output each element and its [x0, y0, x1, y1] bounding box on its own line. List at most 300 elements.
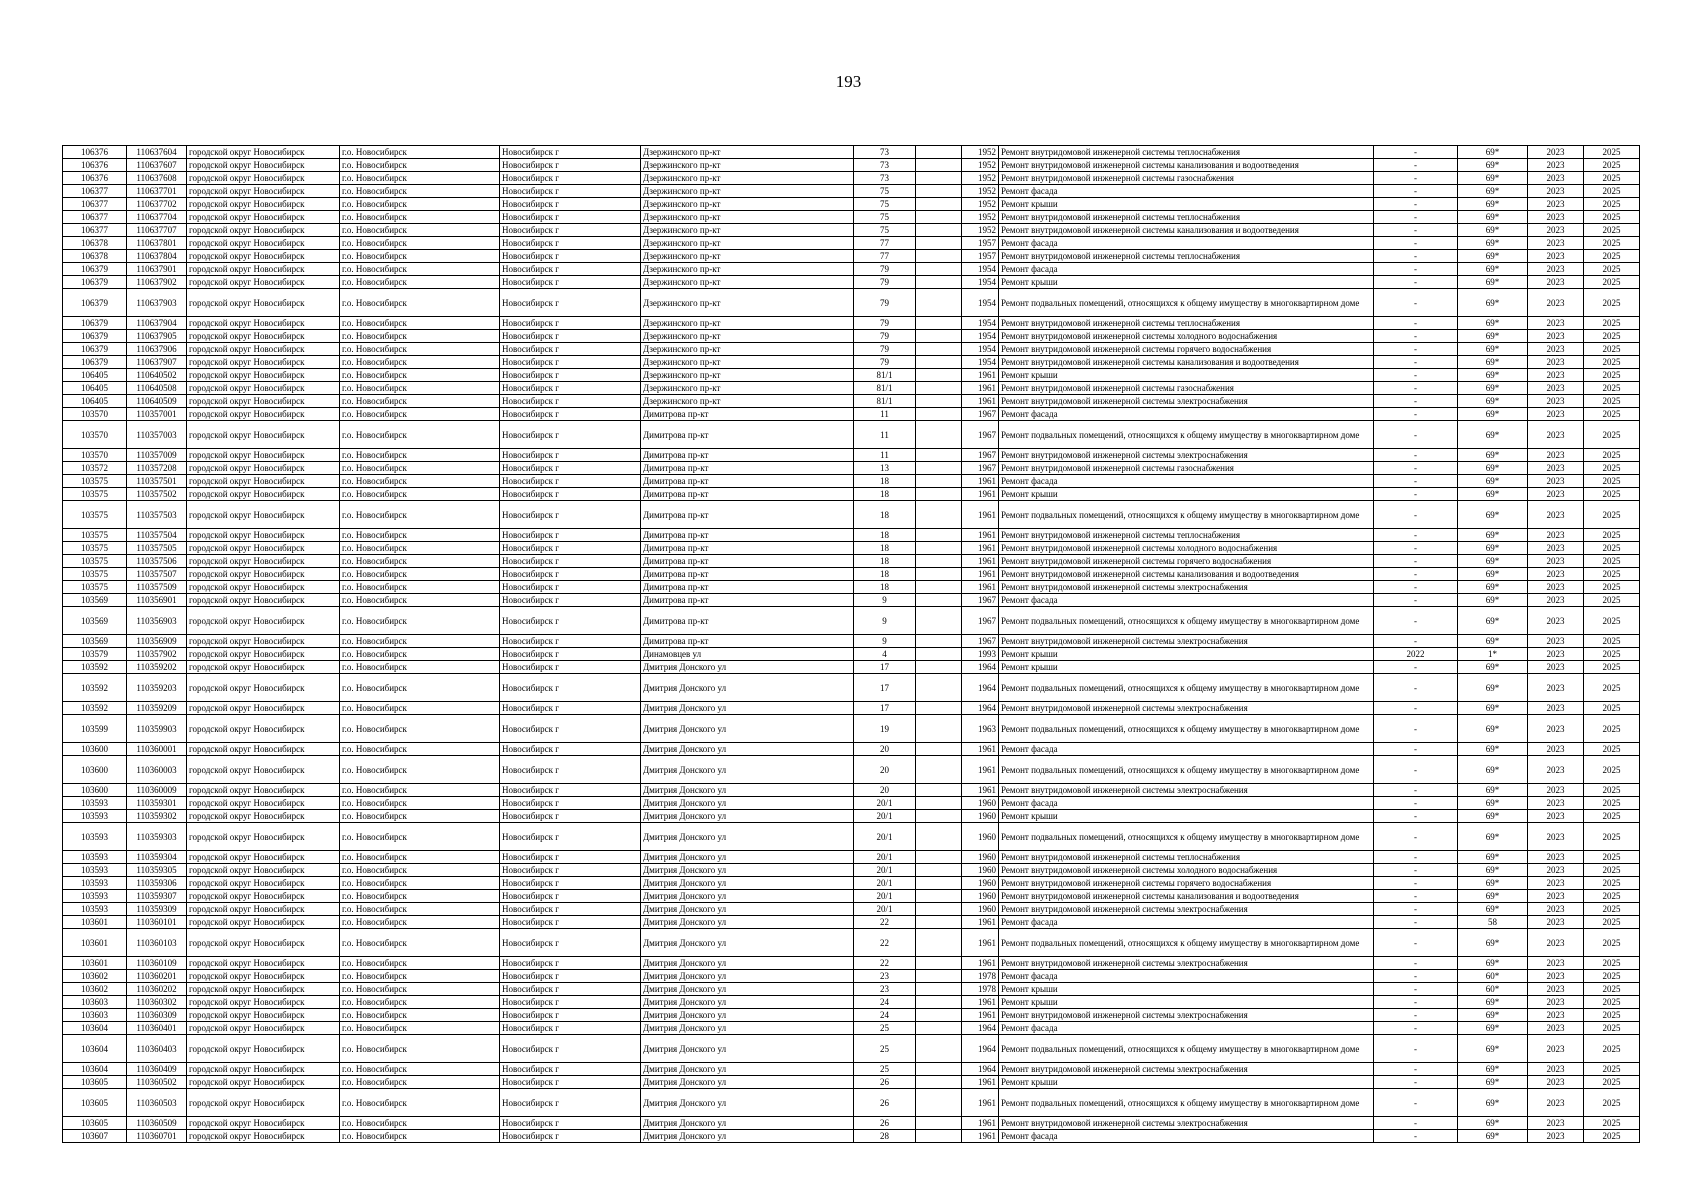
house-number-cell: 28 — [854, 1130, 916, 1143]
municipality-cell: городской округ Новосибирск — [187, 1063, 340, 1076]
locality-cell: Новосибирск г — [500, 382, 641, 395]
table-row — [63, 929, 1640, 957]
wear-percent-cell: 69* — [1458, 890, 1528, 903]
table-row — [63, 983, 1640, 996]
plan-start-cell: 2023 — [1528, 929, 1584, 957]
plan-start-cell: 2023 — [1528, 289, 1584, 317]
work-id-cell: 110356909 — [127, 635, 187, 648]
locality-cell: Новосибирск г — [500, 797, 641, 810]
table-row — [63, 903, 1640, 916]
work-type-cell: Ремонт фасада — [999, 263, 1374, 276]
table-row — [63, 421, 1640, 449]
wear-percent-cell: 69* — [1458, 369, 1528, 382]
house-number-cell: 81/1 — [854, 369, 916, 382]
plan-end-cell: 2025 — [1584, 330, 1640, 343]
plan-end-cell: 2025 — [1584, 797, 1640, 810]
wear-percent-cell: 69* — [1458, 674, 1528, 702]
table-row — [63, 159, 1640, 172]
locality-cell: Новосибирск г — [500, 996, 641, 1009]
plan-end-cell: 2025 — [1584, 395, 1640, 408]
plan-start-cell: 2023 — [1528, 851, 1584, 864]
wear-percent-cell: 69* — [1458, 743, 1528, 756]
year-built-cell: 1952 — [962, 185, 999, 198]
prev-repair-year-cell: - — [1374, 1117, 1458, 1130]
plan-end-cell: 2025 — [1584, 702, 1640, 715]
building-cell — [916, 916, 962, 929]
work-type-cell: Ремонт внутридомовой инженерной системы теплоснабжения — [999, 529, 1374, 542]
building-cell — [916, 1076, 962, 1089]
municipality-cell: городской округ Новосибирск — [187, 702, 340, 715]
work-id-cell: 110360201 — [127, 970, 187, 983]
record-id-cell: 103570 — [63, 449, 127, 462]
street-cell: Димитрова пр-кт — [641, 635, 854, 648]
street-cell: Дмитрия Донского ул — [641, 1130, 854, 1143]
table-row — [63, 702, 1640, 715]
district-cell: г.о. Новосибирск — [340, 185, 500, 198]
work-id-cell: 110357505 — [127, 542, 187, 555]
building-cell — [916, 542, 962, 555]
house-number-cell: 18 — [854, 475, 916, 488]
locality-cell: Новосибирск г — [500, 343, 641, 356]
district-cell: г.о. Новосибирск — [340, 289, 500, 317]
locality-cell: Новосибирск г — [500, 674, 641, 702]
district-cell: г.о. Новосибирск — [340, 1009, 500, 1022]
plan-start-cell: 2023 — [1528, 743, 1584, 756]
table-row — [63, 289, 1640, 317]
wear-percent-cell: 69* — [1458, 263, 1528, 276]
work-id-cell: 110357009 — [127, 449, 187, 462]
work-id-cell: 110637702 — [127, 198, 187, 211]
work-id-cell: 110637804 — [127, 250, 187, 263]
plan-end-cell: 2025 — [1584, 1117, 1640, 1130]
locality-cell: Новосибирск г — [500, 864, 641, 877]
prev-repair-year-cell: - — [1374, 449, 1458, 462]
building-cell — [916, 929, 962, 957]
district-cell: г.о. Новосибирск — [340, 488, 500, 501]
prev-repair-year-cell: - — [1374, 1035, 1458, 1063]
locality-cell: Новосибирск г — [500, 542, 641, 555]
locality-cell: Новосибирск г — [500, 702, 641, 715]
record-id-cell: 106378 — [63, 237, 127, 250]
year-built-cell: 1961 — [962, 1130, 999, 1143]
municipality-cell: городской округ Новосибирск — [187, 237, 340, 250]
locality-cell: Новосибирск г — [500, 462, 641, 475]
building-cell — [916, 568, 962, 581]
prev-repair-year-cell: - — [1374, 172, 1458, 185]
prev-repair-year-cell: - — [1374, 343, 1458, 356]
house-number-cell: 17 — [854, 661, 916, 674]
work-id-cell: 110357502 — [127, 488, 187, 501]
table-row — [63, 1076, 1640, 1089]
table-row — [63, 146, 1640, 159]
record-id-cell: 103604 — [63, 1063, 127, 1076]
street-cell: Дзержинского пр-кт — [641, 250, 854, 263]
plan-start-cell: 2023 — [1528, 488, 1584, 501]
work-id-cell: 110357902 — [127, 648, 187, 661]
building-cell — [916, 581, 962, 594]
wear-percent-cell: 69* — [1458, 343, 1528, 356]
prev-repair-year-cell: - — [1374, 146, 1458, 159]
work-id-cell: 110637801 — [127, 237, 187, 250]
work-type-cell: Ремонт подвальных помещений, относящихся к общему имуществу в многоквартирном доме — [999, 1089, 1374, 1117]
year-built-cell: 1954 — [962, 263, 999, 276]
record-id-cell: 106377 — [63, 198, 127, 211]
street-cell: Дзержинского пр-кт — [641, 395, 854, 408]
table-row — [63, 276, 1640, 289]
year-built-cell: 1967 — [962, 635, 999, 648]
prev-repair-year-cell: - — [1374, 903, 1458, 916]
record-id-cell: 106405 — [63, 395, 127, 408]
work-type-cell: Ремонт внутридомовой инженерной системы холодного водоснабжения — [999, 542, 1374, 555]
table-row — [63, 851, 1640, 864]
work-type-cell: Ремонт подвальных помещений, относящихся к общему имуществу в многоквартирном доме — [999, 289, 1374, 317]
prev-repair-year-cell: - — [1374, 263, 1458, 276]
prev-repair-year-cell: - — [1374, 823, 1458, 851]
prev-repair-year-cell: - — [1374, 529, 1458, 542]
municipality-cell: городской округ Новосибирск — [187, 369, 340, 382]
plan-end-cell: 2025 — [1584, 1022, 1640, 1035]
plan-start-cell: 2023 — [1528, 970, 1584, 983]
prev-repair-year-cell: 2022 — [1374, 648, 1458, 661]
wear-percent-cell: 69* — [1458, 797, 1528, 810]
record-id-cell: 103601 — [63, 916, 127, 929]
municipality-cell: городской округ Новосибирск — [187, 462, 340, 475]
work-type-cell: Ремонт внутридомовой инженерной системы теплоснабжения — [999, 250, 1374, 263]
prev-repair-year-cell: - — [1374, 594, 1458, 607]
house-number-cell: 22 — [854, 929, 916, 957]
table-row — [63, 1117, 1640, 1130]
district-cell: г.о. Новосибирск — [340, 635, 500, 648]
work-id-cell: 110637607 — [127, 159, 187, 172]
work-id-cell: 110640502 — [127, 369, 187, 382]
work-type-cell: Ремонт внутридомовой инженерной системы канализования и водоотведения — [999, 568, 1374, 581]
plan-start-cell: 2023 — [1528, 555, 1584, 568]
prev-repair-year-cell: - — [1374, 715, 1458, 743]
table-row — [63, 555, 1640, 568]
municipality-cell: городской округ Новосибирск — [187, 449, 340, 462]
municipality-cell: городской округ Новосибирск — [187, 408, 340, 421]
house-number-cell: 20 — [854, 743, 916, 756]
work-type-cell: Ремонт внутридомовой инженерной системы канализования и водоотведения — [999, 159, 1374, 172]
work-type-cell: Ремонт фасада — [999, 185, 1374, 198]
table-row — [63, 784, 1640, 797]
house-number-cell: 4 — [854, 648, 916, 661]
record-id-cell: 103601 — [63, 929, 127, 957]
municipality-cell: городской округ Новосибирск — [187, 501, 340, 529]
house-number-cell: 22 — [854, 957, 916, 970]
locality-cell: Новосибирск г — [500, 851, 641, 864]
municipality-cell: городской округ Новосибирск — [187, 1117, 340, 1130]
wear-percent-cell: 69* — [1458, 877, 1528, 890]
house-number-cell: 18 — [854, 542, 916, 555]
record-id-cell: 106376 — [63, 159, 127, 172]
building-cell — [916, 369, 962, 382]
work-type-cell: Ремонт внутридомовой инженерной системы холодного водоснабжения — [999, 864, 1374, 877]
wear-percent-cell: 69* — [1458, 462, 1528, 475]
building-cell — [916, 983, 962, 996]
street-cell: Дмитрия Донского ул — [641, 810, 854, 823]
record-id-cell: 103569 — [63, 607, 127, 635]
building-cell — [916, 198, 962, 211]
locality-cell: Новосибирск г — [500, 784, 641, 797]
district-cell: г.о. Новосибирск — [340, 568, 500, 581]
work-type-cell: Ремонт внутридомовой инженерной системы газоснабжения — [999, 382, 1374, 395]
building-cell — [916, 661, 962, 674]
house-number-cell: 79 — [854, 330, 916, 343]
locality-cell: Новосибирск г — [500, 1076, 641, 1089]
house-number-cell: 25 — [854, 1035, 916, 1063]
plan-end-cell: 2025 — [1584, 198, 1640, 211]
locality-cell: Новосибирск г — [500, 635, 641, 648]
municipality-cell: городской округ Новосибирск — [187, 996, 340, 1009]
building-cell — [916, 382, 962, 395]
municipality-cell: городской округ Новосибирск — [187, 797, 340, 810]
wear-percent-cell: 69* — [1458, 198, 1528, 211]
table-row — [63, 635, 1640, 648]
locality-cell: Новосибирск г — [500, 594, 641, 607]
street-cell: Дзержинского пр-кт — [641, 198, 854, 211]
building-cell — [916, 635, 962, 648]
locality-cell: Новосибирск г — [500, 661, 641, 674]
prev-repair-year-cell: - — [1374, 289, 1458, 317]
work-id-cell: 110359309 — [127, 903, 187, 916]
wear-percent-cell: 69* — [1458, 250, 1528, 263]
plan-end-cell: 2025 — [1584, 356, 1640, 369]
table-row — [63, 529, 1640, 542]
locality-cell: Новосибирск г — [500, 276, 641, 289]
work-id-cell: 110357509 — [127, 581, 187, 594]
locality-cell: Новосибирск г — [500, 756, 641, 784]
house-number-cell: 75 — [854, 185, 916, 198]
work-id-cell: 110360109 — [127, 957, 187, 970]
locality-cell: Новосибирск г — [500, 475, 641, 488]
municipality-cell: городской округ Новосибирск — [187, 1035, 340, 1063]
work-type-cell: Ремонт внутридомовой инженерной системы газоснабжения — [999, 172, 1374, 185]
district-cell: г.о. Новосибирск — [340, 1130, 500, 1143]
table-row — [63, 581, 1640, 594]
prev-repair-year-cell: - — [1374, 635, 1458, 648]
plan-start-cell: 2023 — [1528, 996, 1584, 1009]
building-cell — [916, 1117, 962, 1130]
wear-percent-cell: 69* — [1458, 1089, 1528, 1117]
district-cell: г.о. Новосибирск — [340, 250, 500, 263]
record-id-cell: 103575 — [63, 555, 127, 568]
record-id-cell: 103570 — [63, 421, 127, 449]
work-id-cell: 110637901 — [127, 263, 187, 276]
street-cell: Димитрова пр-кт — [641, 594, 854, 607]
record-id-cell: 103602 — [63, 970, 127, 983]
prev-repair-year-cell: - — [1374, 916, 1458, 929]
municipality-cell: городской округ Новосибирск — [187, 488, 340, 501]
municipality-cell: городской округ Новосибирск — [187, 146, 340, 159]
table-row — [63, 1035, 1640, 1063]
house-number-cell: 75 — [854, 211, 916, 224]
building-cell — [916, 159, 962, 172]
work-id-cell: 110357003 — [127, 421, 187, 449]
district-cell: г.о. Новосибирск — [340, 449, 500, 462]
street-cell: Дмитрия Донского ул — [641, 784, 854, 797]
plan-start-cell: 2023 — [1528, 784, 1584, 797]
house-number-cell: 25 — [854, 1022, 916, 1035]
plan-start-cell: 2023 — [1528, 237, 1584, 250]
record-id-cell: 103593 — [63, 877, 127, 890]
plan-start-cell: 2023 — [1528, 983, 1584, 996]
work-id-cell: 110360009 — [127, 784, 187, 797]
locality-cell: Новосибирск г — [500, 903, 641, 916]
prev-repair-year-cell: - — [1374, 462, 1458, 475]
plan-end-cell: 2025 — [1584, 421, 1640, 449]
table-row — [63, 1009, 1640, 1022]
plan-start-cell: 2023 — [1528, 864, 1584, 877]
plan-start-cell: 2023 — [1528, 1130, 1584, 1143]
table-row — [63, 877, 1640, 890]
year-built-cell: 1978 — [962, 983, 999, 996]
building-cell — [916, 172, 962, 185]
work-id-cell: 110360701 — [127, 1130, 187, 1143]
year-built-cell: 1960 — [962, 851, 999, 864]
building-cell — [916, 343, 962, 356]
plan-end-cell: 2025 — [1584, 343, 1640, 356]
plan-end-cell: 2025 — [1584, 594, 1640, 607]
prev-repair-year-cell: - — [1374, 501, 1458, 529]
wear-percent-cell: 69* — [1458, 395, 1528, 408]
prev-repair-year-cell: - — [1374, 185, 1458, 198]
plan-end-cell: 2025 — [1584, 317, 1640, 330]
work-id-cell: 110359203 — [127, 674, 187, 702]
table-row — [63, 198, 1640, 211]
record-id-cell: 103593 — [63, 851, 127, 864]
record-id-cell: 103592 — [63, 702, 127, 715]
table-row — [63, 475, 1640, 488]
wear-percent-cell: 69* — [1458, 555, 1528, 568]
work-type-cell: Ремонт внутридомовой инженерной системы электроснабжения — [999, 1063, 1374, 1076]
municipality-cell: городской округ Новосибирск — [187, 185, 340, 198]
plan-end-cell: 2025 — [1584, 784, 1640, 797]
plan-start-cell: 2023 — [1528, 797, 1584, 810]
house-number-cell: 73 — [854, 159, 916, 172]
year-built-cell: 1961 — [962, 395, 999, 408]
plan-start-cell: 2023 — [1528, 542, 1584, 555]
work-type-cell: Ремонт внутридомовой инженерной системы электроснабжения — [999, 903, 1374, 916]
municipality-cell: городской округ Новосибирск — [187, 970, 340, 983]
work-id-cell: 110637905 — [127, 330, 187, 343]
locality-cell: Новосибирск г — [500, 1035, 641, 1063]
table-row — [63, 970, 1640, 983]
year-built-cell: 1964 — [962, 1063, 999, 1076]
table-row — [63, 957, 1640, 970]
record-id-cell: 103600 — [63, 743, 127, 756]
work-type-cell: Ремонт внутридомовой инженерной системы электроснабжения — [999, 449, 1374, 462]
district-cell: г.о. Новосибирск — [340, 343, 500, 356]
prev-repair-year-cell: - — [1374, 851, 1458, 864]
street-cell: Димитрова пр-кт — [641, 555, 854, 568]
plan-start-cell: 2023 — [1528, 1035, 1584, 1063]
work-id-cell: 110637904 — [127, 317, 187, 330]
table-row — [63, 542, 1640, 555]
record-id-cell: 103605 — [63, 1076, 127, 1089]
year-built-cell: 1964 — [962, 1035, 999, 1063]
building-cell — [916, 784, 962, 797]
house-number-cell: 79 — [854, 356, 916, 369]
plan-start-cell: 2023 — [1528, 276, 1584, 289]
plan-end-cell: 2025 — [1584, 1063, 1640, 1076]
plan-start-cell: 2023 — [1528, 382, 1584, 395]
locality-cell: Новосибирск г — [500, 317, 641, 330]
locality-cell: Новосибирск г — [500, 330, 641, 343]
work-id-cell: 110637906 — [127, 343, 187, 356]
house-number-cell: 75 — [854, 224, 916, 237]
building-cell — [916, 555, 962, 568]
plan-end-cell: 2025 — [1584, 224, 1640, 237]
building-cell — [916, 648, 962, 661]
year-built-cell: 1961 — [962, 1089, 999, 1117]
record-id-cell: 103593 — [63, 797, 127, 810]
building-cell — [916, 594, 962, 607]
record-id-cell: 103579 — [63, 648, 127, 661]
municipality-cell: городской округ Новосибирск — [187, 172, 340, 185]
municipality-cell: городской округ Новосибирск — [187, 276, 340, 289]
district-cell: г.о. Новосибирск — [340, 594, 500, 607]
wear-percent-cell: 69* — [1458, 1035, 1528, 1063]
building-cell — [916, 263, 962, 276]
table-row — [63, 501, 1640, 529]
house-number-cell: 20 — [854, 784, 916, 797]
work-type-cell: Ремонт внутридомовой инженерной системы теплоснабжения — [999, 146, 1374, 159]
municipality-cell: городской округ Новосибирск — [187, 581, 340, 594]
table-row — [63, 330, 1640, 343]
wear-percent-cell: 69* — [1458, 159, 1528, 172]
record-id-cell: 103569 — [63, 594, 127, 607]
building-cell — [916, 674, 962, 702]
record-id-cell: 103569 — [63, 635, 127, 648]
building-cell — [916, 289, 962, 317]
street-cell: Дмитрия Донского ул — [641, 1009, 854, 1022]
district-cell: г.о. Новосибирск — [340, 648, 500, 661]
year-built-cell: 1961 — [962, 756, 999, 784]
work-type-cell: Ремонт внутридомовой инженерной системы канализования и водоотведения — [999, 356, 1374, 369]
plan-end-cell: 2025 — [1584, 185, 1640, 198]
year-built-cell: 1964 — [962, 661, 999, 674]
work-type-cell: Ремонт внутридомовой инженерной системы теплоснабжения — [999, 851, 1374, 864]
work-type-cell: Ремонт внутридомовой инженерной системы электроснабжения — [999, 1117, 1374, 1130]
plan-end-cell: 2025 — [1584, 1076, 1640, 1089]
locality-cell: Новосибирск г — [500, 529, 641, 542]
plan-end-cell: 2025 — [1584, 756, 1640, 784]
district-cell: г.о. Новосибирск — [340, 743, 500, 756]
municipality-cell: городской округ Новосибирск — [187, 289, 340, 317]
municipality-cell: городской округ Новосибирск — [187, 823, 340, 851]
work-id-cell: 110359209 — [127, 702, 187, 715]
municipality-cell: городской округ Новосибирск — [187, 607, 340, 635]
locality-cell: Новосибирск г — [500, 1130, 641, 1143]
table-row — [63, 1089, 1640, 1117]
building-cell — [916, 890, 962, 903]
table-row — [63, 797, 1640, 810]
prev-repair-year-cell: - — [1374, 607, 1458, 635]
building-cell — [916, 607, 962, 635]
house-number-cell: 18 — [854, 555, 916, 568]
building-cell — [916, 488, 962, 501]
building-cell — [916, 797, 962, 810]
plan-start-cell: 2023 — [1528, 810, 1584, 823]
locality-cell: Новосибирск г — [500, 715, 641, 743]
municipality-cell: городской округ Новосибирск — [187, 421, 340, 449]
locality-cell: Новосибирск г — [500, 146, 641, 159]
house-number-cell: 79 — [854, 289, 916, 317]
house-number-cell: 77 — [854, 250, 916, 263]
prev-repair-year-cell: - — [1374, 1022, 1458, 1035]
house-number-cell: 79 — [854, 317, 916, 330]
